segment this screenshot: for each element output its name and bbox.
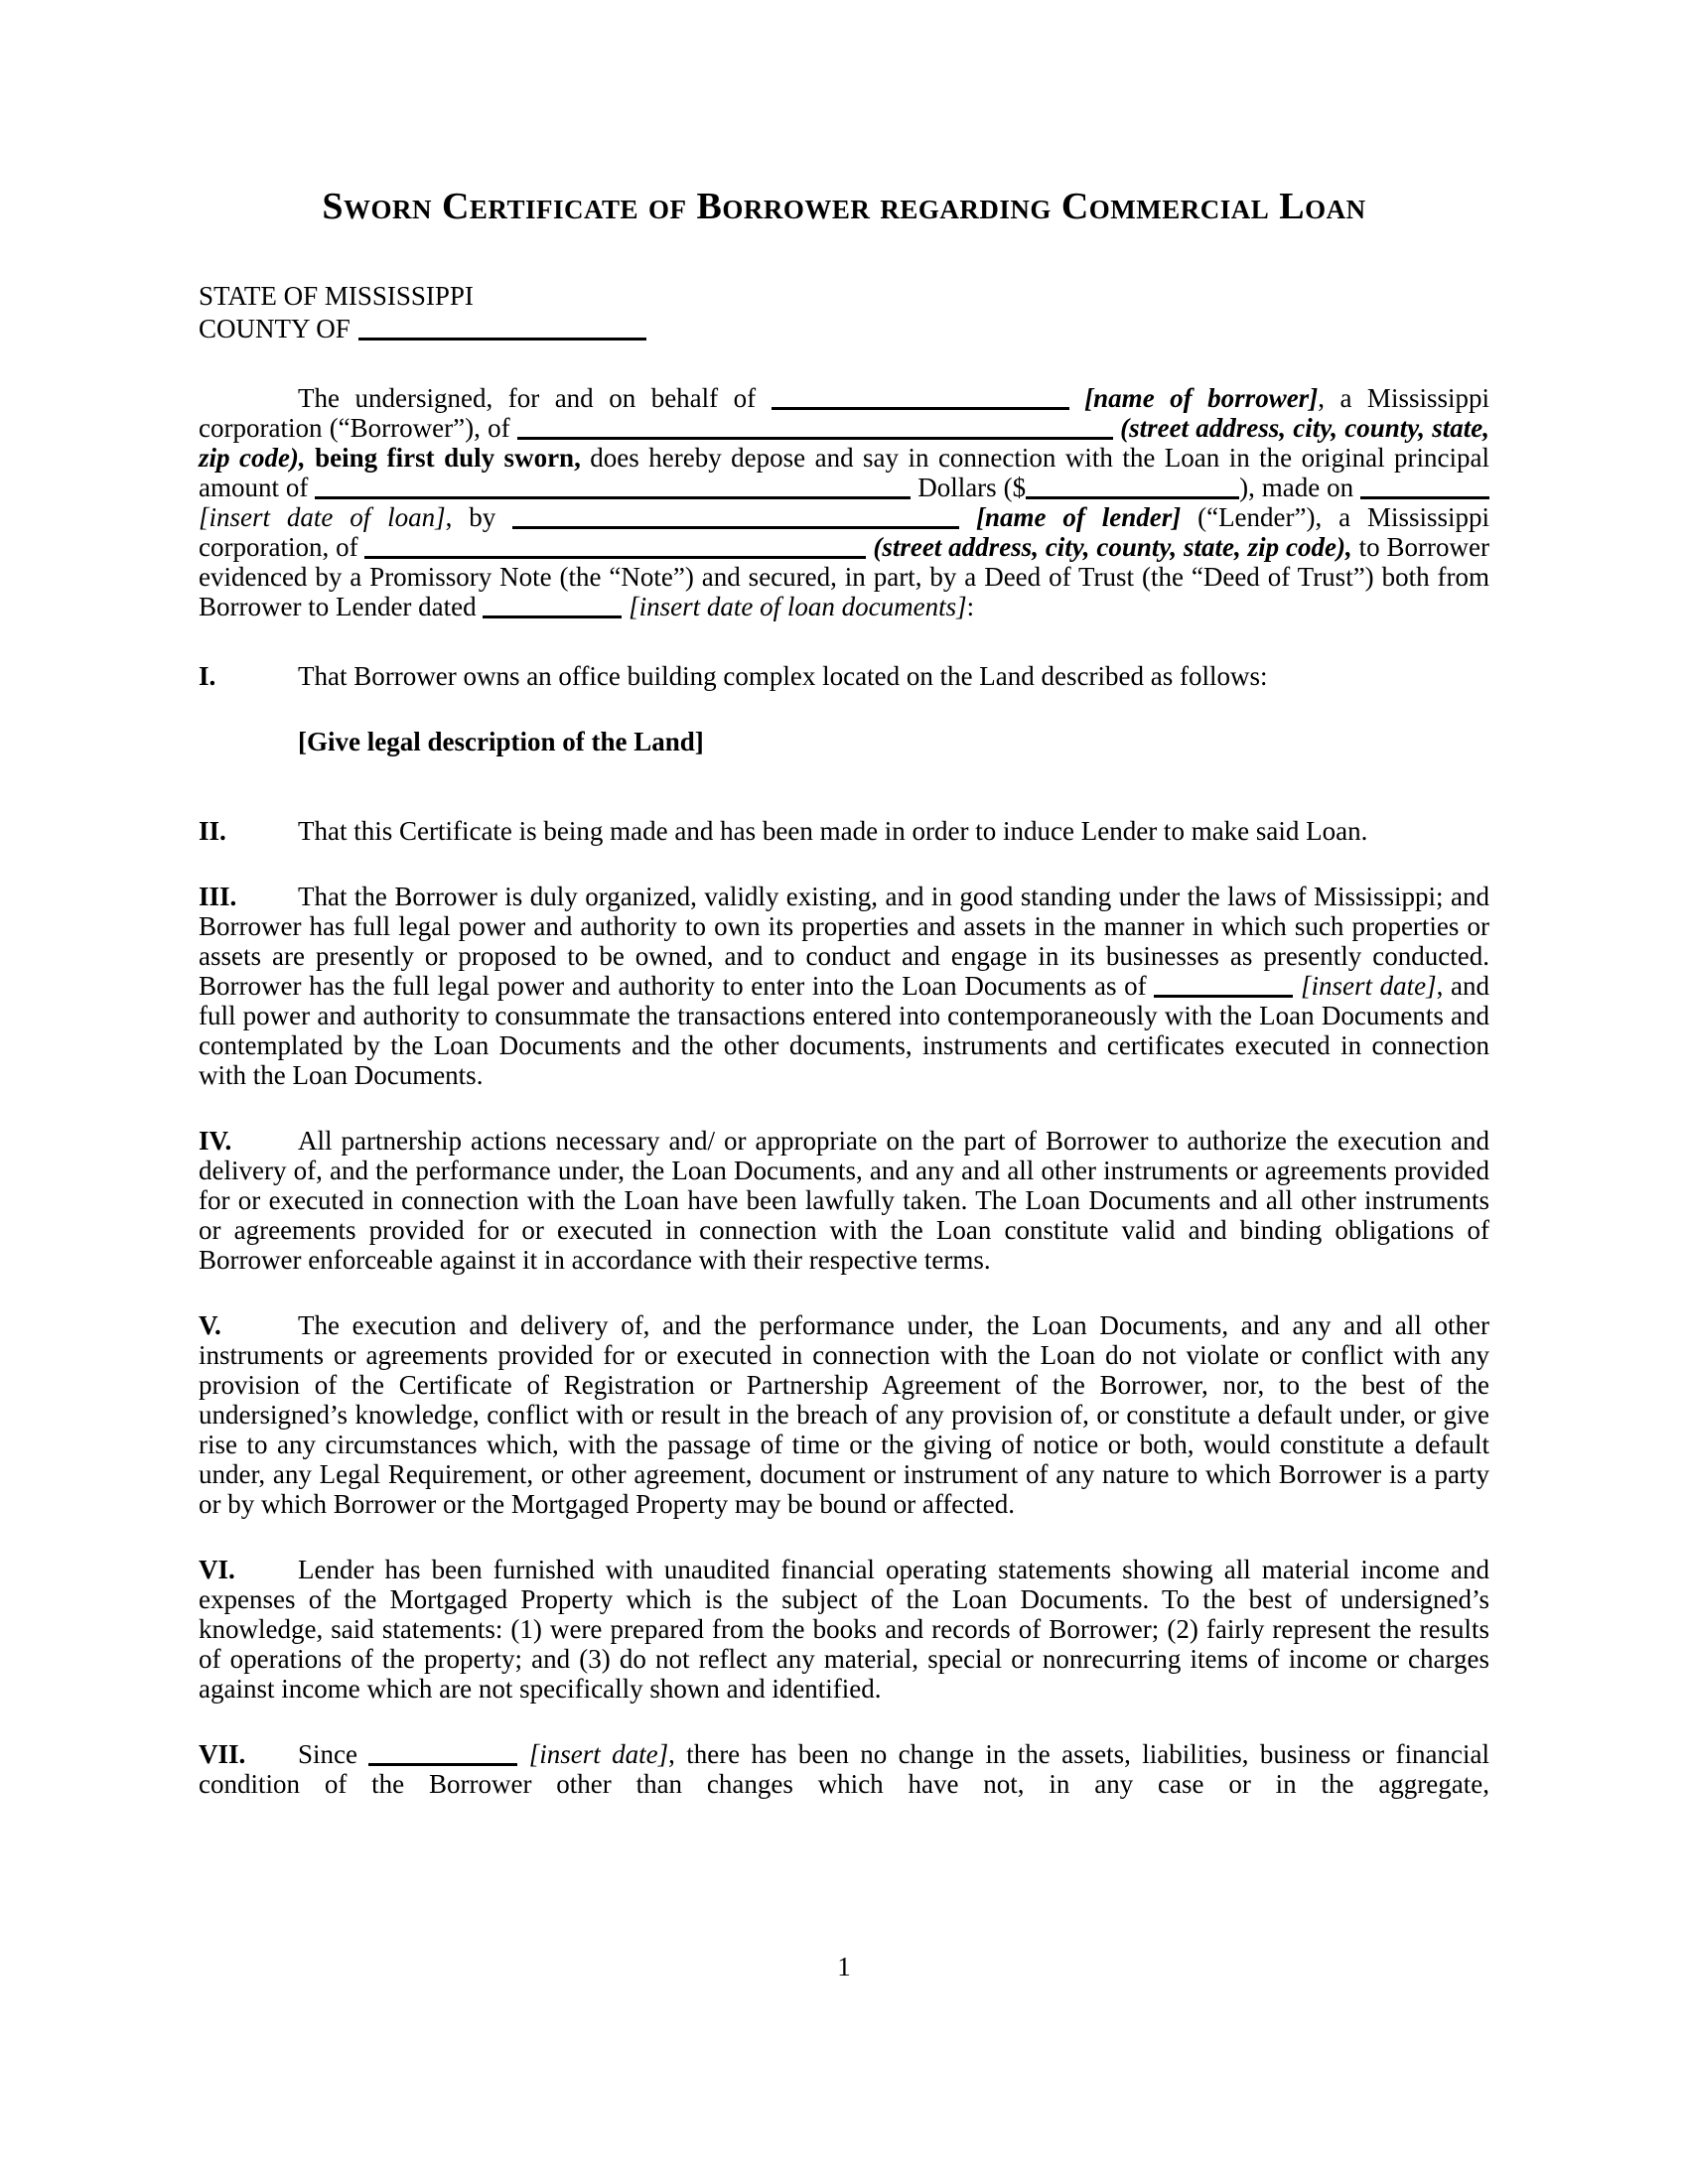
blank-field <box>512 507 959 529</box>
text-segment: ), made on <box>1239 473 1360 502</box>
county-label: COUNTY OF <box>199 314 351 343</box>
section-ii <box>199 816 1489 846</box>
county-blank-field <box>358 319 646 341</box>
section-numeral: II. <box>199 816 226 846</box>
blank-field <box>1026 478 1239 499</box>
intro-paragraph <box>199 383 1489 621</box>
state-line: STATE OF MISSISSIPPI <box>199 281 474 311</box>
section-iii <box>199 882 1489 1090</box>
section-v <box>199 1310 1489 1519</box>
text-segment: , by <box>445 502 513 532</box>
text-segment: The execution and delivery of, and the performance under, the Loan Documents, and any and all other instruments or agreements provided for or executed in connection with the Loan do not violate or conflict with any provision of the Certificate of Registration or Partnership Agreement of the Borrower, nor, to the best of the undersigned’s knowledge, conflict with or result in the breach of any provision of, or constitute a default under, or give rise to any circumstances which, with the passage of time or the giving of notice or both, would constitute a default under, any Legal Requirement, or other agreement, document or instrument of any nature to which Borrower is a party or by which Borrower or the Mortgaged Property may be bound or affected. <box>199 1310 1489 1519</box>
text-segment: , a Mississippi corporation (“Borrower”), of <box>199 383 1489 443</box>
section-iv <box>199 1126 1489 1275</box>
text-segment: [insert date of loan documents] <box>622 592 967 621</box>
blank-field <box>315 478 911 499</box>
blank-field <box>368 1744 517 1766</box>
text-segment: Since <box>298 1739 369 1769</box>
text-segment: All partnership actions necessary and/ or appropriate on the part of Borrower to authorize the execution and delivery of, and the performance under, the Loan Documents, and any and all other instruments or agreements provided for or executed in connection with the Loan have been lawfully taken. The Loan Documents and all other instruments or agreements provided for or executed in connection with the Loan constitute valid and binding obligations of Borrower enforceable against it in accordance with their respective terms. <box>199 1126 1489 1275</box>
blank-field <box>1360 478 1489 499</box>
blank-field <box>772 388 1069 410</box>
text-segment: That this Certificate is being made and has been made in order to induce Lender to make said Loan. <box>298 816 1368 846</box>
text-segment: [insert date] <box>517 1739 669 1769</box>
blank-field <box>517 418 1113 440</box>
document-title: Sworn Certificate of Borrower regarding Commercial Loan <box>322 186 1366 227</box>
text-segment: [Give legal description of the Land] <box>298 727 704 756</box>
blank-field <box>483 597 622 618</box>
page-number: 1 <box>837 1952 851 1981</box>
blank-field <box>364 537 866 559</box>
section-numeral: V. <box>199 1310 221 1340</box>
text-segment: does hereby depose and say in connection with the Loan in the original principal amount of <box>199 443 1490 502</box>
text-segment: to Borrower evidenced by a Promissory Note (the “Note”) and secured, in part, by a Deed of Trust (the “Deed of Trust”) both from Borrower to Lender dated <box>199 532 1489 621</box>
legal-description-placeholder <box>298 727 1489 756</box>
text-segment: [name of lender] <box>959 502 1182 532</box>
text-segment: (“Lender”), a Mississippi corporation, of <box>199 502 1490 562</box>
section-numeral: III. <box>199 882 237 911</box>
text-segment: : <box>966 592 975 621</box>
section-numeral: IV. <box>199 1126 232 1156</box>
text-segment: [insert date] <box>1293 971 1437 1001</box>
text-segment: The undersigned, for and on behalf of <box>298 383 772 413</box>
section-numeral: VII. <box>199 1739 246 1769</box>
document-body <box>199 383 1489 1799</box>
text-segment: (street address, city, county, state, zip code), <box>199 413 1489 473</box>
text-segment: [insert date of loan] <box>199 502 446 532</box>
text-segment <box>306 443 315 473</box>
text-segment: Dollars ($ <box>911 473 1027 502</box>
section-vii <box>199 1739 1489 1799</box>
text-segment: Lender has been furnished with unaudited financial operating statements showing all material income and expenses of the Mortgaged Property which is the subject of the Loan Documents. To the best of undersigned’s knowledge, said statements: (1) were prepared from the books and records of Borrower; (2) fairly represent the results of operations of the property; and (3) do not reflect any material, special or nonrecurring items of income or charges against income which are not specifically shown and identified. <box>199 1555 1489 1704</box>
text-segment: That Borrower owns an office building complex located on the Land described as follows: <box>298 661 1268 691</box>
section-numeral: I. <box>199 661 216 691</box>
blank-field <box>1154 976 1293 998</box>
text-segment: That the Borrower is duly organized, validly existing, and in good standing under the laws of Mississippi; and Borrower has full legal power and authority to own its properties and assets in the manner in which such properties or assets are presently or proposed to be owned, and to conduct and engage in its businesses as presently conducted. Borrower has the full legal power and authority to enter into the Loan Documents as of <box>199 882 1489 1001</box>
county-line <box>199 313 1489 345</box>
section-vi <box>199 1555 1489 1704</box>
text-segment: [name of borrower] <box>1068 383 1319 413</box>
text-segment: being first duly sworn, <box>315 443 581 473</box>
text-segment: , there has been no change in the assets, liabilities, business or financial condition of the Borrower other than changes which have not, in any case or in the aggregate, <box>199 1739 1489 1799</box>
section-numeral: VI. <box>199 1555 235 1584</box>
section-i <box>199 661 1489 691</box>
text-segment: (street address, city, county, state, zip code), <box>866 532 1352 562</box>
text-segment: , and full power and authority to consummate the transactions entered into contemporaneously with the Loan Documents and contemplated by the Loan Documents and the other documents, instruments and certificates executed in connection with the Loan Documents. <box>199 971 1490 1090</box>
